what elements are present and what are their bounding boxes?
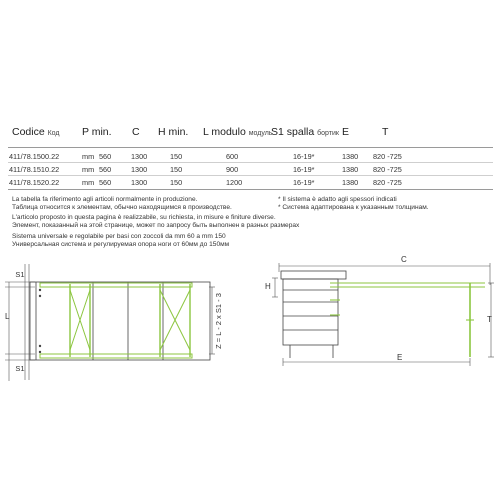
note-system-it: Sistema universale e regolabile per basi con zoccoli da mm 60 a mm 150 <box>12 233 226 240</box>
label-s1-bottom: S1 <box>15 364 25 373</box>
row1-t: 820 -725 <box>373 152 402 161</box>
row2-unit: mm <box>82 165 95 174</box>
label-h: H <box>265 282 271 291</box>
row1-h: 150 <box>170 152 183 161</box>
row2-code: 411/78.1510.22 <box>9 165 60 174</box>
row3-l: 1200 <box>226 178 243 187</box>
header-h-min: H min. <box>158 126 189 138</box>
row3-c: 1300 <box>131 178 148 187</box>
label-s1-top: S1 <box>15 270 25 279</box>
row2-h: 150 <box>170 165 183 174</box>
row-divider <box>8 175 493 176</box>
note-table-ru: Таблица относится к элементам, обычно находящимся в производстве. <box>12 204 232 211</box>
extension-mechanism <box>330 283 485 357</box>
row1-p: 560 <box>99 152 112 161</box>
row1-e: 1380 <box>342 152 359 161</box>
row2-l: 900 <box>226 165 239 174</box>
top-view-diagram <box>0 250 240 385</box>
row3-code: 411/78.1520.22 <box>9 178 60 187</box>
label-z: Z = L - 2 x S1 - 3 <box>214 293 223 349</box>
note-article-it: L'articolo proposto in questa pagina è realizzabile, su richiesta, in misure e finiture diverse. <box>12 214 276 221</box>
row3-p: 560 <box>99 178 112 187</box>
header-c: C <box>132 126 140 138</box>
table-top-rule <box>8 147 493 148</box>
row2-t: 820 -725 <box>373 165 402 174</box>
side-view-diagram <box>255 250 500 385</box>
label-e: E <box>397 353 403 362</box>
header-s1-spalla: S1 spalla бортик <box>271 126 339 138</box>
note-system-ru: Универсальная система и регулируемая опора ноги от 60мм до 150мм <box>12 241 230 248</box>
row1-unit: mm <box>82 152 95 161</box>
row2-c: 1300 <box>131 165 148 174</box>
row2-p: 560 <box>99 165 112 174</box>
note-article-ru: Элемент, показанный на этой странице, может по запросу быть выполнен в разных размерах <box>12 222 300 229</box>
row1-c: 1300 <box>131 152 148 161</box>
note-table-it: La tabella fa riferimento agli articoli normalmente in produzione. <box>12 196 198 203</box>
row2-e: 1380 <box>342 165 359 174</box>
header-codice: Codice Код <box>12 126 60 138</box>
row3-h: 150 <box>170 178 183 187</box>
header-p-min: P min. <box>82 126 112 138</box>
header-t: T <box>382 126 389 138</box>
row3-e: 1380 <box>342 178 359 187</box>
header-l-modulo: L modulo модуль <box>203 126 273 138</box>
row3-unit: mm <box>82 178 95 187</box>
row1-code: 411/78.1500.22 <box>9 152 60 161</box>
row-divider <box>8 162 493 163</box>
header-e: E <box>342 126 350 138</box>
label-t: T <box>487 315 492 324</box>
note-thickness-ru: * Система адаптирована к указанным толщинам. <box>278 204 429 211</box>
row1-l: 600 <box>226 152 239 161</box>
row2-s1: 16-19* <box>293 165 315 174</box>
row1-s1: 16-19* <box>293 152 315 161</box>
note-thickness-it: * Il sistema è adatto agli spessori indicati <box>278 196 397 203</box>
row3-t: 820 -725 <box>373 178 402 187</box>
table-bottom-rule <box>8 189 493 190</box>
slide-mechanism <box>40 283 192 358</box>
label-l: L <box>5 312 10 321</box>
row3-s1: 16-19* <box>293 178 315 187</box>
label-c: C <box>401 255 407 264</box>
